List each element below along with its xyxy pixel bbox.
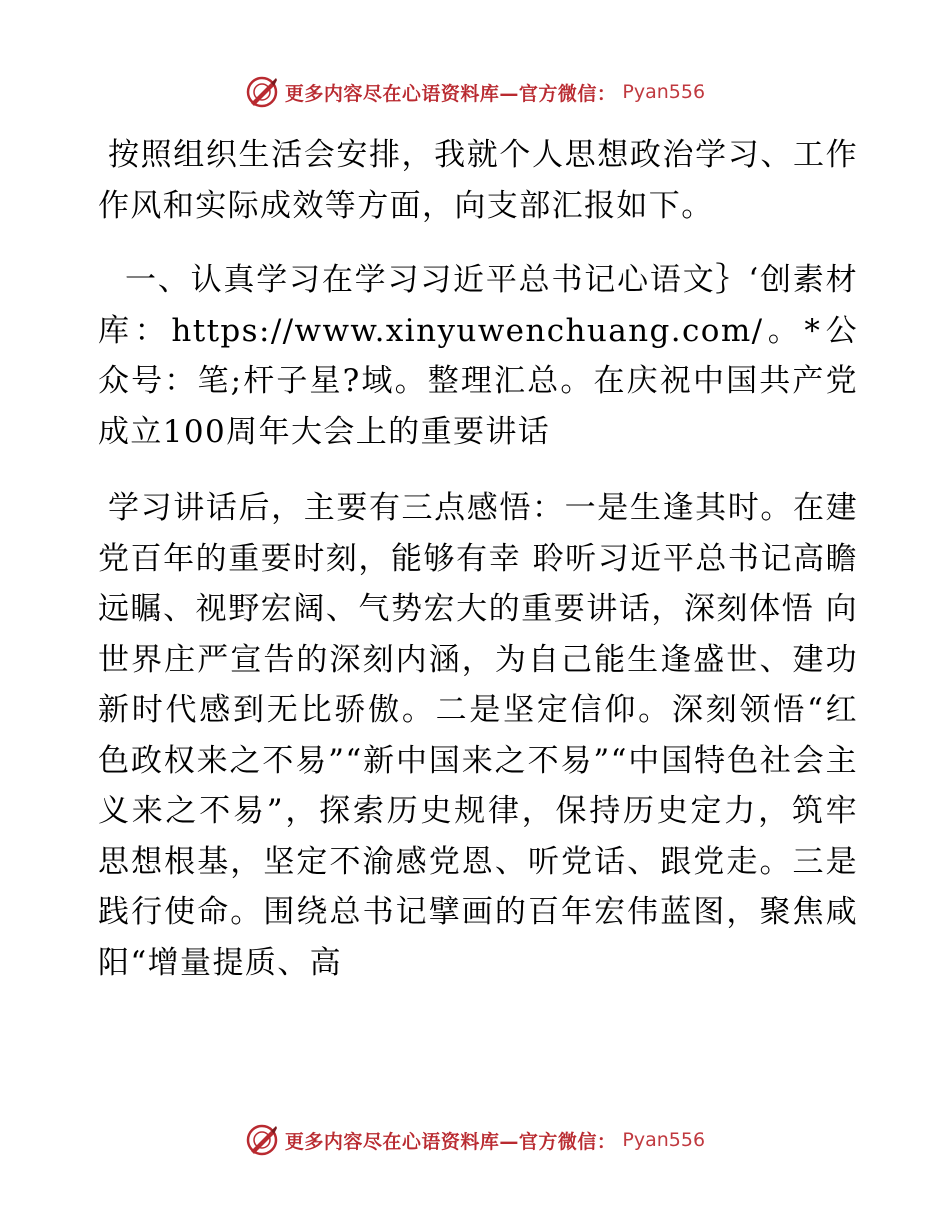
footer-banner — [0, 1118, 950, 1162]
paragraph-intro: 按照组织生活会安排，我就个人思想政治学习、工作作风和实际成效等方面，向支部汇报如下。 — [98, 137, 858, 224]
wechat-id: Pyan556 — [622, 81, 706, 103]
header-banner — [0, 70, 950, 114]
wechat-id: Pyan556 — [622, 1129, 706, 1151]
banner-text: 更多内容尽在心语资料库—官方微信： — [284, 82, 617, 105]
brand-logo-icon — [245, 1123, 279, 1157]
banner-text: 更多内容尽在心语资料库—官方微信： — [284, 1130, 617, 1153]
paragraph-section-one: 一、认真学习在学习习近平总书记心语文｝‘创素材库：https://www.xinyuwenchuang.com/。*公众号：笔;杆子星?域。整理汇总。在庆祝中国共产党成立100周年大会上的重要讲话 — [98, 262, 858, 450]
document-body — [98, 130, 858, 988]
paragraph-reflections: 学习讲话后，主要有三点感悟：一是生逢其时。在建党百年的重要时刻，能够有幸 聆听习近平总书记高瞻远瞩、视野宏阔、气势宏大的重要讲话，深刻体悟 向世界庄严宣告的深刻内涵，为自己能生逢盛世、建功新时代感到无比骄傲。二是坚定信仰。深刻领悟“红色政权来之不易”“新中国来之不易”“中国特色社会主义来之不易”，探索历史规律，保持历史定力，筑牢思想根基，坚定不渝感党恩、听党话、跟党走。三是践行使命。围绕总书记擘画的百年宏伟蓝图，聚焦咸阳“增量提质、高 — [98, 490, 858, 981]
brand-logo-icon — [245, 75, 279, 109]
